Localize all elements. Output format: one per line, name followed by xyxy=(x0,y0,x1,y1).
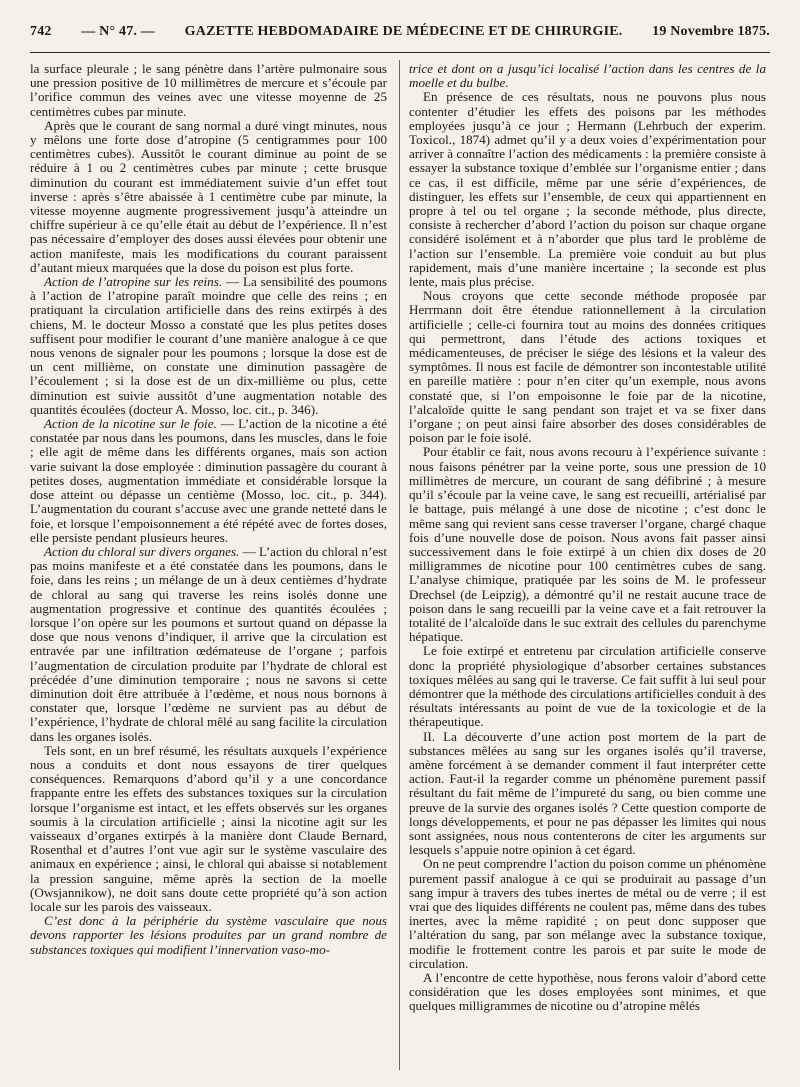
paragraph-body: — La sensibilité des poumons à l’action de l’atropine paraît moindre que celle des reins ; en pratiquant la circulation artificielle dans des reins extirpés à des chiens, M. le docteur Mosso a constaté que les plus petites doses suffisent pour modifier le courant d’une manière analogue à ce que nous venons de signaler pour les poumons ; lorsque la dose est de un cent millième, on constate une diminution passagère de l’écoulement ; si la dose est de un dix-millième ou plus, cette diminution est suivie aussitôt d’une augmentation notable des quantités écoulées (docteur A. Mosso, loc. cit., p. 346). xyxy=(30,274,387,417)
paragraph xyxy=(30,275,387,417)
paragraph xyxy=(30,545,387,744)
issue-number: — N° 47. — xyxy=(81,24,155,39)
paragraph: Le foie extirpé et entretenu par circulation artificielle conserve donc la propriété physiologique d’absorber certaines substances toxiques mêlées au sang qui le traverse. Ce fait suffit à lui seul pour démontrer que la méthode des circulations artificielles conduit à des résultats intéressants au point de vue de la toxicologie et de la thérapeutique. xyxy=(409,643,766,730)
issue-date: 19 Novembre 1875. xyxy=(652,24,770,39)
right-column xyxy=(409,62,766,1077)
paragraph: trice et dont on a jusqu’ici localisé l’action dans les centres de la moelle et du bulbe. xyxy=(409,62,766,91)
page-number: 742 xyxy=(30,24,52,39)
paragraph xyxy=(30,417,387,545)
paragraph: Pour établir ce fait, nous avons recouru à l’expérience suivante : nous faisons pénétrer par la veine porte, sous une pression de 10 millimètres de mercure, un courant de sang défibriné ; à mesure qu’il s’écoule par la veine cave, le sang est recueilli, artérialisé par le battage, puis mélangé à une dose de nicotine ; c’est donc le même sang qui revient sans cesse traverser l’organe, chargé chaque fois d’une nouvelle dose de poison. Nous avons fait passer ainsi successivement dans le foie extirpé à un chien dix doses de 20 milligrammes de nicotine pour 100 centimètres cubes de sang. L’analyse chimique, pratiquée par les soins de M. le professeur Drechsel (de Leipzig), a démontré qu’il ne restait aucune trace de poison dans le sang recueilli par la veine cave et a fait retrouver la totalité de l’alcaloïde dans le suc extrait des cellules du parenchyme hépatique. xyxy=(409,444,766,645)
paragraph: Nous croyons que cette seconde méthode proposée par Herrmann doit être étendue rationnellement à la circulation artificielle ; celle-ci fournira tout au moins des données critiques qui permettront, dans l’étude des actions toxiques et médicamenteuses, de préciser le siége des lésions et la valeur des symptômes. Il nous est facile de démontrer son incontestable utilité en pareille matière : pour n’en citer qu’un exemple, nous avons constaté que, si l’on empoisonne le foie par de la nicotine, l’alcaloïde quitte le sang pendant son trajet et va se fixer dans l’organe ; on peut ainsi faire absorber des doses considérables de poison par le foie isolé. xyxy=(409,288,766,446)
paragraph: C’est donc à la périphérie du système vasculaire que nous devons rapporter les lésions produites par un grand nombre de substances toxiques qui modifient l’innervation vaso-mo- xyxy=(30,913,387,957)
paragraph: la surface pleurale ; le sang pénètre dans l’artère pulmonaire sous une pression positive de 10 millimètres de mercure et s’écoule par l’orifice commun des veines avec une vitesse moyenne de 25 centimètres cubes par minute. xyxy=(30,62,387,119)
paragraph: Après que le courant de sang normal a duré vingt minutes, nous y mêlons une forte dose d’atropine (5 centigrammes pour 100 centimètres cubes). Aussitôt le courant diminue au point de se réduire à 1 ou 2 centimètres cubes par minute ; cette brusque diminution du courant est immédiatement suivie d’un effet tout inverse : après s’être abaissée à 1 centimètre cube par minute, la vitesse moyenne augmente progressivement jusqu’à atteindre un chiffre supérieur à ce qu’elle était au début de l’expérience. Il n’est pas nécessaire d’employer des doses aussi élevées pour obtenir une action manifeste, mais les modifications du courant paraissent d’autant mieux marquées que la dose du poison est plus forte. xyxy=(30,117,387,275)
paragraph-body: — L’action de la nicotine a été constatée par nous dans les poumons, dans les muscles, dans le foie ; elle agit de même dans les différents organes, mais son action varie suivant la dose employée : diminution passagère du courant à petites doses, augmentation immédiate et considérable lorsque la dose atteint ou dépasse un centième (Mosso, loc. cit., p. 344). L’augmentation du courant s’accuse avec une grande netteté dans le foie, et lorsque l’empoisonnement a été répété avec de fortes doses, elle persiste pendant plusieurs heures. xyxy=(30,416,387,545)
paragraph: A l’encontre de cette hypothèse, nous ferons valoir d’abord cette considération que les doses employées sont minimes, et que quelques milligrammes de nicotine ou d’atropine mêlés xyxy=(409,970,766,1014)
journal-title: GAZETTE HEBDOMADAIRE DE MÉDECINE ET DE CHIRURGIE. xyxy=(184,24,623,39)
paragraph: On ne peut comprendre l’action du poison comme un phénomène purement passif analogue à ce qui se produirait au passage d’un sang impur à travers des tubes inertes de métal ou de verre ; il est vrai que des liquides différents ne coulent pas, même dans des tubes inertes, avec la même rapidité ; on peut donc supposer que l’altération du sang, par son mélange avec la substance toxique, modifie le frottement contre les parois et par suite le mode de circulation. xyxy=(409,856,766,971)
page-header xyxy=(30,24,770,48)
paragraph: En présence de ces résultats, nous ne pouvons plus nous contenter d’étudier les effets des poisons par les méthodes employées jusqu’à ce jour ; Hermann (Lehrbuch der experim. Toxicol., 1874) admet qu’il y a deux voies d’expérimentation pour arriver à connaître l’action des médicaments : la première consiste à essayer la substance toxique d’emblée sur l’organisme entier ; dans ce cas, il est difficile, même par une série d’expériences, de distinguer, les effets sur l’ensemble, de ceux qui appartiennent en propre à tel ou tel organe ; la seconde méthode, plus directe, consiste à rechercher d’abord l’action du poison sur chaque organe considéré isolément et à n’aborder que plus tard le problème de l’action sur l’ensemble. La première voie conduit au but plus rapidement, mais d’une manière incertaine ; la seconde est plus lente, mais plus précise. xyxy=(409,89,766,290)
paragraph-body: — L’action du chloral n’est pas moins manifeste et a été constatée dans les poumons, dans le foie, dans les reins ; un mélange de un à deux centièmes d’hydrate de chloral au sang qui traverse les reins isolés donne une augmentation progressive et continue des quantités écoulées ; lorsque l’on opère sur les poumons et surtout quand on dépasse la dose que nous venons d’indiquer, il arrive que la circulation est entravée par une infiltration œdémateuse de l’organe ; parfois l’augmentation de circulation produite par l’hydrate de chloral est précédée d’une diminution temporaire ; nous ne savons si cette diminution doit être attribuée à l’œdème, et nous nous bornons à constater que, lorsque l’œdème ne survient pas au début de l’expérience, l’hydrate de chloral mêlé au sang facilite la circulation dans les organes isolés. xyxy=(30,543,387,744)
paragraph: Tels sont, en un bref résumé, les résultats auxquels l’expérience nous a conduits et dont nous essayons de tirer quelques conséquences. Remarquons d’abord qu’il y a une concordance frappante entre les effets des substances toxiques sur la circulation lorsque l’organisme est intact, et les effets observés sur les organes soumis à la circulation artificielle ; ainsi la nicotine agit sur les vaisseaux d’organes extirpés à la manière dont Claude Bernard, Rosenthal et d’autres l’ont vue agir sur le système vasculaire des animaux en expérience ; ainsi, le chloral qui abaisse si notablement la pression sanguine, même après la section de la moelle (Owsjannikow), ne doit sans doute cette propriété qu’à son action locale sur les parois des vaisseaux. xyxy=(30,742,387,914)
column-divider xyxy=(399,60,400,1070)
section-lead: Action du chloral sur divers organes. xyxy=(44,543,240,559)
section-lead: Action de la nicotine sur le foie. xyxy=(44,416,217,432)
section-lead: Action de l’atropine sur les reins. xyxy=(44,274,223,290)
paragraph: II. La découverte d’une action post mortem de la part de substances mêlées au sang sur les organes isolés qu’il traverse, amène forcément à se demander comment il faut interpréter cette action. Faut-il la regarder comme un phénomène purement passif résultant du fait même de l’impureté du sang, ou bien comme une preuve de la survie des organes isolés ? Cette question comporte de longs développements, et pour ne pas dépasser les limites qui nous sont assignées, nous nous contenterons de citer les arguments sur lesquels s’appuie notre opinion à cet égard. xyxy=(409,728,766,858)
left-column xyxy=(30,62,387,1077)
header-rule xyxy=(30,52,770,53)
